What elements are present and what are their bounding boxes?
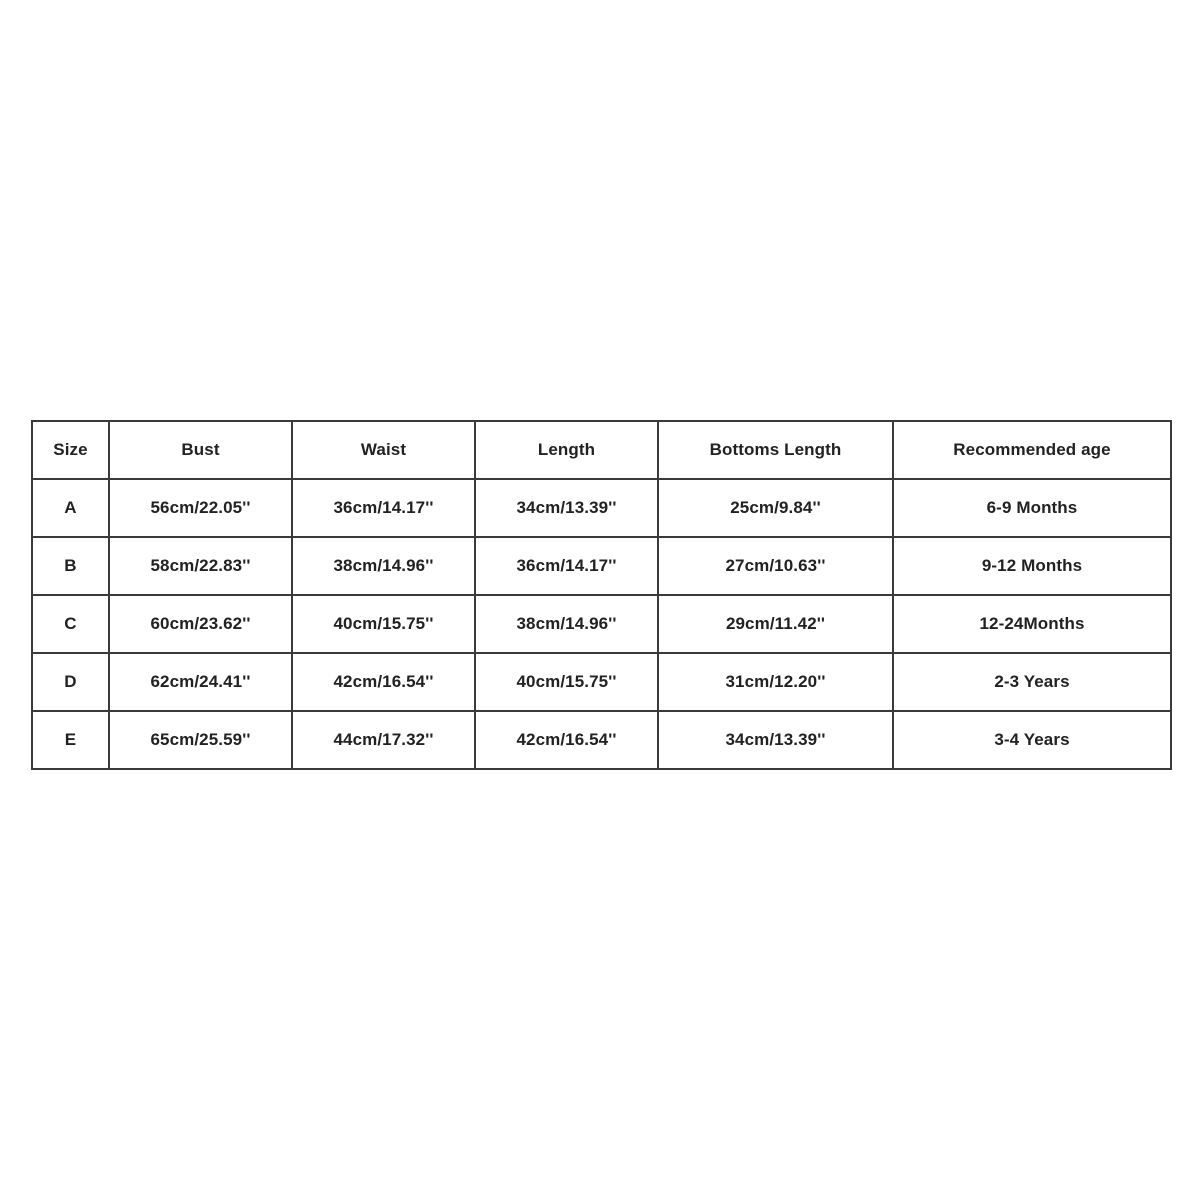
cell-waist: 36cm/14.17'' bbox=[292, 479, 475, 537]
cell-bust: 65cm/25.59'' bbox=[109, 711, 292, 769]
cell-bust: 56cm/22.05'' bbox=[109, 479, 292, 537]
size-chart-header bbox=[32, 421, 1171, 479]
header-bust: Bust bbox=[109, 421, 292, 479]
cell-recommended-age: 6-9 Months bbox=[893, 479, 1171, 537]
header-row bbox=[32, 421, 1171, 479]
cell-size: E bbox=[32, 711, 109, 769]
table-row bbox=[32, 537, 1171, 595]
header-size: Size bbox=[32, 421, 109, 479]
header-length: Length bbox=[475, 421, 658, 479]
size-chart-body bbox=[32, 479, 1171, 769]
cell-length: 38cm/14.96'' bbox=[475, 595, 658, 653]
cell-bust: 58cm/22.83'' bbox=[109, 537, 292, 595]
cell-waist: 38cm/14.96'' bbox=[292, 537, 475, 595]
cell-recommended-age: 12-24Months bbox=[893, 595, 1171, 653]
cell-bust: 62cm/24.41'' bbox=[109, 653, 292, 711]
size-chart-table bbox=[31, 420, 1172, 770]
cell-length: 40cm/15.75'' bbox=[475, 653, 658, 711]
header-recommended-age: Recommended age bbox=[893, 421, 1171, 479]
cell-size: A bbox=[32, 479, 109, 537]
cell-bottoms-length: 25cm/9.84'' bbox=[658, 479, 893, 537]
header-bottoms-length: Bottoms Length bbox=[658, 421, 893, 479]
cell-bottoms-length: 29cm/11.42'' bbox=[658, 595, 893, 653]
cell-bottoms-length: 34cm/13.39'' bbox=[658, 711, 893, 769]
cell-length: 42cm/16.54'' bbox=[475, 711, 658, 769]
cell-waist: 44cm/17.32'' bbox=[292, 711, 475, 769]
cell-size: C bbox=[32, 595, 109, 653]
header-waist: Waist bbox=[292, 421, 475, 479]
table-row bbox=[32, 711, 1171, 769]
cell-recommended-age: 9-12 Months bbox=[893, 537, 1171, 595]
cell-bottoms-length: 31cm/12.20'' bbox=[658, 653, 893, 711]
table-row bbox=[32, 595, 1171, 653]
table-row bbox=[32, 479, 1171, 537]
cell-length: 34cm/13.39'' bbox=[475, 479, 658, 537]
cell-length: 36cm/14.17'' bbox=[475, 537, 658, 595]
cell-recommended-age: 2-3 Years bbox=[893, 653, 1171, 711]
cell-waist: 42cm/16.54'' bbox=[292, 653, 475, 711]
cell-waist: 40cm/15.75'' bbox=[292, 595, 475, 653]
cell-bottoms-length: 27cm/10.63'' bbox=[658, 537, 893, 595]
cell-size: B bbox=[32, 537, 109, 595]
cell-bust: 60cm/23.62'' bbox=[109, 595, 292, 653]
cell-size: D bbox=[32, 653, 109, 711]
table-row bbox=[32, 653, 1171, 711]
cell-recommended-age: 3-4 Years bbox=[893, 711, 1171, 769]
